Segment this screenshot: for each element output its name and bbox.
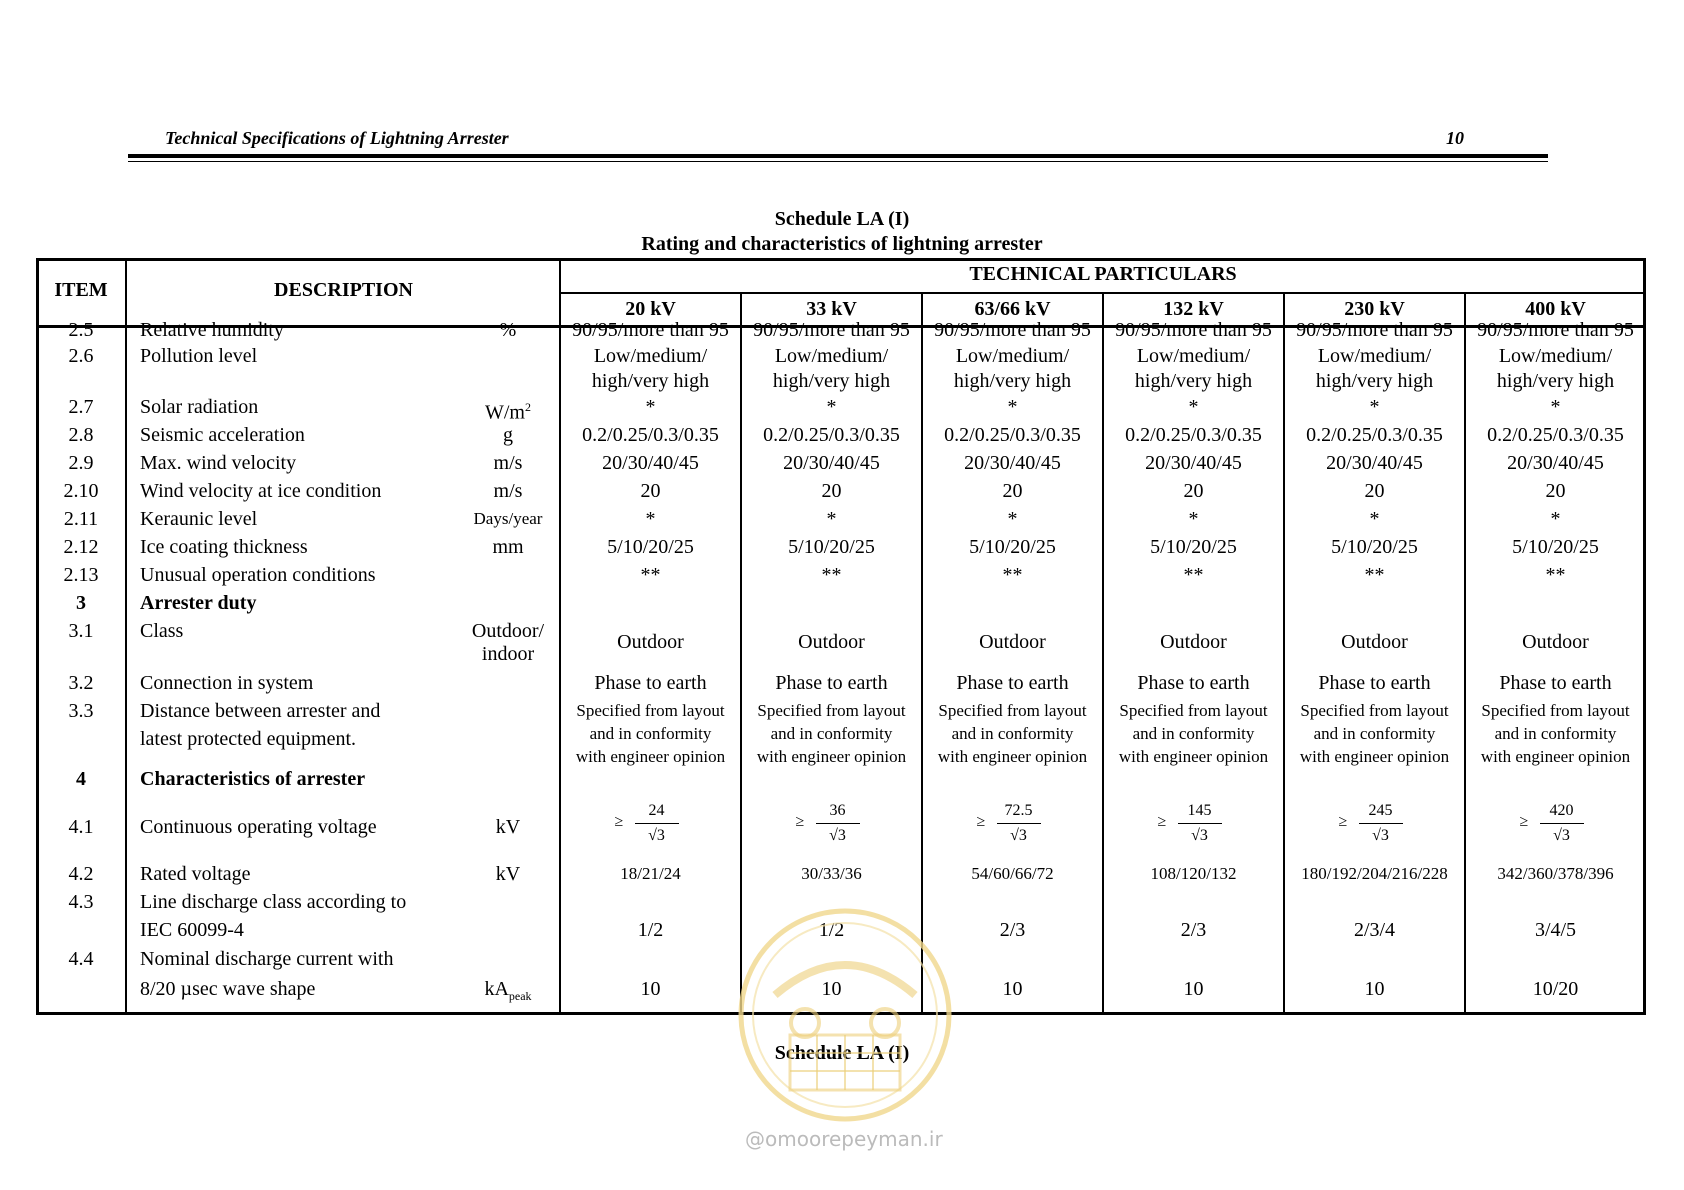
item-description: Unusual operation conditions xyxy=(140,564,376,586)
item-number: 3.2 xyxy=(68,672,94,694)
fraction-bar xyxy=(1359,823,1403,824)
ge-symbol: ≥ xyxy=(795,813,805,830)
unit-label: kV xyxy=(495,816,521,838)
value-cell: with engineer opinion xyxy=(1118,747,1269,766)
fraction-bar xyxy=(1540,823,1584,824)
value-cell: Outdoor xyxy=(979,631,1046,653)
value-cell: 2/3/4 xyxy=(1353,919,1396,941)
value-cell: ** xyxy=(1364,564,1385,586)
item-description: Characteristics of arrester xyxy=(140,768,366,790)
voltage-column-header: 33 kV xyxy=(806,298,857,320)
value-cell: 342/360/378/396 xyxy=(1497,864,1614,883)
item-number: 2.5 xyxy=(68,319,94,341)
fraction-denominator: √3 xyxy=(1191,827,1208,844)
unit-label: Outdoor/ xyxy=(471,620,545,642)
value-cell: 5/10/20/25 xyxy=(788,536,875,558)
unit-label: m/s xyxy=(493,452,523,474)
value-cell: Outdoor xyxy=(798,631,865,653)
value-cell: 5/10/20/25 xyxy=(607,536,694,558)
value-cell: 3/4/5 xyxy=(1534,919,1577,941)
value-cell: 10 xyxy=(640,978,661,1000)
item-number: 4.4 xyxy=(68,948,94,970)
fraction-value xyxy=(1338,801,1403,846)
header-rule-thick xyxy=(128,154,1548,158)
value-cell: 54/60/66/72 xyxy=(971,864,1054,883)
value-cell: high/very high xyxy=(591,370,710,392)
value-cell: 2/3 xyxy=(999,919,1026,941)
value-cell: 2/3 xyxy=(1180,919,1207,941)
value-cell: Specified from layout xyxy=(1481,701,1630,720)
voltage-column-header: 20 kV xyxy=(625,298,676,320)
unit-label: g xyxy=(503,424,513,446)
value-cell: * xyxy=(1550,508,1561,530)
value-cell: 10/20 xyxy=(1532,978,1579,1000)
fraction-bar xyxy=(997,823,1041,824)
description-header: DESCRIPTION xyxy=(274,279,413,301)
value-cell: 20 xyxy=(1002,480,1023,502)
document-header-title: Technical Specifications of Lightning Arrester xyxy=(165,128,509,148)
value-cell: 5/10/20/25 xyxy=(1512,536,1599,558)
item-number: 2.8 xyxy=(68,424,94,446)
fraction-value xyxy=(795,801,860,846)
unit-label: Days/year xyxy=(473,509,543,528)
value-cell: high/very high xyxy=(1134,370,1253,392)
item-description: Solar radiation xyxy=(140,396,259,418)
header-rule-thin xyxy=(128,161,1548,162)
item-description: Seismic acceleration xyxy=(140,424,305,446)
item-description: Ice coating thickness xyxy=(140,536,308,558)
header-divider xyxy=(560,292,1646,294)
footer-schedule-label: Schedule LA (I) xyxy=(774,1042,910,1064)
value-cell: 90/95/more than 95 xyxy=(753,319,910,341)
watermark-url: @omoorepeyman.ir xyxy=(745,1127,943,1151)
watermark-seal-icon xyxy=(735,905,955,1125)
item-description: latest protected equipment. xyxy=(140,728,357,750)
item-description: Continuous operating voltage xyxy=(140,816,377,838)
unit-label: m/s xyxy=(493,480,523,502)
fraction-numerator: 72.5 xyxy=(1004,802,1033,819)
value-cell: 0.2/0.25/0.3/0.35 xyxy=(1487,424,1624,446)
value-cell: 10 xyxy=(1364,978,1385,1000)
value-cell: and in conformity xyxy=(589,724,712,743)
value-cell: Phase to earth xyxy=(775,672,888,694)
value-cell: 1/2 xyxy=(637,919,664,941)
unit-label: % xyxy=(499,319,517,341)
item-number: 2.12 xyxy=(63,536,99,558)
value-cell: * xyxy=(1188,396,1199,418)
value-cell: with engineer opinion xyxy=(1480,747,1631,766)
value-cell: 10 xyxy=(1002,978,1023,1000)
ge-symbol: ≥ xyxy=(1519,813,1529,830)
value-cell: with engineer opinion xyxy=(575,747,726,766)
value-cell: 180/192/204/216/228 xyxy=(1301,864,1448,883)
fraction-numerator: 145 xyxy=(1187,802,1212,819)
unit-label: $W/m^2$ xyxy=(485,400,531,424)
ge-symbol: ≥ xyxy=(614,813,624,830)
value-cell: Outdoor xyxy=(617,631,684,653)
value-cell: 20 xyxy=(1364,480,1385,502)
value-cell: 20/30/40/45 xyxy=(602,452,699,474)
fraction-numerator: 24 xyxy=(648,802,665,819)
fraction-denominator: √3 xyxy=(829,827,846,844)
value-cell: 20 xyxy=(1545,480,1566,502)
value-cell: Low/medium/ xyxy=(1498,345,1613,367)
page-number: 10 xyxy=(1446,128,1464,148)
item-description: Distance between arrester and xyxy=(140,700,381,722)
value-cell: high/very high xyxy=(1315,370,1434,392)
value-cell: 0.2/0.25/0.3/0.35 xyxy=(582,424,719,446)
item-number: 2.7 xyxy=(68,396,94,418)
value-cell: 5/10/20/25 xyxy=(1331,536,1418,558)
value-cell: and in conformity xyxy=(1494,724,1617,743)
value-cell: Outdoor xyxy=(1522,631,1589,653)
value-cell: 20 xyxy=(640,480,661,502)
value-cell: 18/21/24 xyxy=(620,864,681,883)
item-description: Class xyxy=(140,620,184,642)
value-cell: Phase to earth xyxy=(594,672,707,694)
value-cell: * xyxy=(1369,508,1380,530)
value-cell: with engineer opinion xyxy=(1299,747,1450,766)
fraction-bar xyxy=(816,823,860,824)
value-cell: Specified from layout xyxy=(938,701,1087,720)
fraction-value xyxy=(1519,801,1584,846)
value-cell: 90/95/more than 95 xyxy=(1296,319,1453,341)
value-cell: with engineer opinion xyxy=(756,747,907,766)
value-cell: 0.2/0.25/0.3/0.35 xyxy=(944,424,1081,446)
unit-label: $kA_{peak}$ xyxy=(484,978,532,1003)
value-cell: high/very high xyxy=(1496,370,1615,392)
item-description: Nominal discharge current with xyxy=(140,948,394,970)
voltage-column-header: 132 kV xyxy=(1163,298,1224,320)
value-cell: 30/33/36 xyxy=(801,864,862,883)
item-number: 4.2 xyxy=(68,863,94,885)
item-number: 2.6 xyxy=(68,345,94,367)
value-cell: with engineer opinion xyxy=(937,747,1088,766)
value-cell: Phase to earth xyxy=(1318,672,1431,694)
fraction-denominator: √3 xyxy=(648,827,665,844)
fraction-denominator: √3 xyxy=(1553,827,1570,844)
value-cell: Low/medium/ xyxy=(955,345,1070,367)
value-cell: Low/medium/ xyxy=(1136,345,1251,367)
value-cell: * xyxy=(1369,396,1380,418)
fraction-bar xyxy=(635,823,679,824)
item-description: Rated voltage xyxy=(140,863,251,885)
unit-label: kV xyxy=(495,863,521,885)
item-header: ITEM xyxy=(54,279,108,301)
value-cell: 0.2/0.25/0.3/0.35 xyxy=(1125,424,1262,446)
schedule-subtitle: Rating and characteristics of lightning arrester xyxy=(641,233,1043,255)
value-cell: Specified from layout xyxy=(1300,701,1449,720)
value-cell: * xyxy=(1007,396,1018,418)
item-number: 2.9 xyxy=(68,452,94,474)
item-description: Keraunic level xyxy=(140,508,258,530)
item-description: Pollution level xyxy=(140,345,258,367)
item-description: Line discharge class according to xyxy=(140,891,407,913)
item-number: 4.1 xyxy=(68,816,94,838)
fraction-numerator: 245 xyxy=(1368,802,1393,819)
item-number: 4 xyxy=(76,768,86,790)
value-cell: 90/95/more than 95 xyxy=(572,319,729,341)
value-cell: * xyxy=(1007,508,1018,530)
value-cell: ** xyxy=(821,564,842,586)
item-description: Relative humidity xyxy=(140,319,284,341)
technical-particulars-header: TECHNICAL PARTICULARS xyxy=(969,263,1237,285)
schedule-title: Schedule LA (I) xyxy=(774,208,910,230)
unit-label: indoor xyxy=(481,643,535,665)
value-cell: 20/30/40/45 xyxy=(783,452,880,474)
value-cell: 10 xyxy=(1183,978,1204,1000)
value-cell: 20 xyxy=(1183,480,1204,502)
value-cell: 20 xyxy=(821,480,842,502)
value-cell: 108/120/132 xyxy=(1150,864,1237,883)
fraction-bar xyxy=(1178,823,1222,824)
fraction-denominator: √3 xyxy=(1372,827,1389,844)
value-cell: * xyxy=(1188,508,1199,530)
voltage-column-header: 230 kV xyxy=(1344,298,1405,320)
value-cell: * xyxy=(826,508,837,530)
value-cell: Phase to earth xyxy=(1137,672,1250,694)
value-cell: Low/medium/ xyxy=(1317,345,1432,367)
ge-symbol: ≥ xyxy=(1338,813,1348,830)
value-cell: 1/2 xyxy=(818,919,845,941)
value-cell: 20/30/40/45 xyxy=(1145,452,1242,474)
value-cell: 90/95/more than 95 xyxy=(934,319,1091,341)
ge-symbol: ≥ xyxy=(1157,813,1167,830)
value-cell: Phase to earth xyxy=(956,672,1069,694)
voltage-column-header: 400 kV xyxy=(1525,298,1586,320)
value-cell: 20/30/40/45 xyxy=(1326,452,1423,474)
value-cell: ** xyxy=(1183,564,1204,586)
value-cell: 0.2/0.25/0.3/0.35 xyxy=(1306,424,1443,446)
item-number: 4.3 xyxy=(68,891,94,913)
unit-label: mm xyxy=(492,536,524,558)
value-cell: 90/95/more than 95 xyxy=(1115,319,1272,341)
value-cell: and in conformity xyxy=(1132,724,1255,743)
item-description: Wind velocity at ice condition xyxy=(140,480,382,502)
value-cell: Specified from layout xyxy=(576,701,725,720)
item-number: 2.13 xyxy=(63,564,99,586)
voltage-column-header: 63/66 kV xyxy=(974,298,1051,320)
value-cell: Specified from layout xyxy=(757,701,906,720)
ge-symbol: ≥ xyxy=(976,813,986,830)
value-cell: and in conformity xyxy=(1313,724,1436,743)
item-number: 3.3 xyxy=(68,700,94,722)
fraction-value xyxy=(976,801,1041,846)
value-cell: Outdoor xyxy=(1341,631,1408,653)
value-cell: * xyxy=(645,508,656,530)
value-cell: 20/30/40/45 xyxy=(1507,452,1604,474)
value-cell: * xyxy=(826,396,837,418)
value-cell: 20/30/40/45 xyxy=(964,452,1061,474)
value-cell: Outdoor xyxy=(1160,631,1227,653)
item-description: 8/20 µsec wave shape xyxy=(140,978,316,1000)
value-cell: high/very high xyxy=(953,370,1072,392)
item-number: 2.11 xyxy=(63,508,99,530)
value-cell: Specified from layout xyxy=(1119,701,1268,720)
item-description: Connection in system xyxy=(140,672,314,694)
item-number: 3 xyxy=(76,592,86,614)
fraction-numerator: 36 xyxy=(829,802,846,819)
item-number: 3.1 xyxy=(68,620,94,642)
value-cell: and in conformity xyxy=(770,724,893,743)
value-cell: high/very high xyxy=(772,370,891,392)
value-cell: 90/95/more than 95 xyxy=(1477,319,1634,341)
value-cell: and in conformity xyxy=(951,724,1074,743)
item-number: 2.10 xyxy=(63,480,99,502)
value-cell: 5/10/20/25 xyxy=(969,536,1056,558)
value-cell: * xyxy=(1550,396,1561,418)
fraction-denominator: √3 xyxy=(1010,827,1027,844)
value-cell: Low/medium/ xyxy=(593,345,708,367)
value-cell: 5/10/20/25 xyxy=(1150,536,1237,558)
value-cell: Low/medium/ xyxy=(774,345,889,367)
fraction-numerator: 420 xyxy=(1549,802,1574,819)
fraction-value xyxy=(614,801,679,846)
item-description: Max. wind velocity xyxy=(140,452,297,474)
item-description: IEC 60099-4 xyxy=(140,919,244,941)
value-cell: 10 xyxy=(821,978,842,1000)
item-description: Arrester duty xyxy=(140,592,257,614)
value-cell: * xyxy=(645,396,656,418)
value-cell: 0.2/0.25/0.3/0.35 xyxy=(763,424,900,446)
value-cell: ** xyxy=(640,564,661,586)
value-cell: Phase to earth xyxy=(1499,672,1612,694)
value-cell: ** xyxy=(1002,564,1023,586)
value-cell: ** xyxy=(1545,564,1566,586)
fraction-value xyxy=(1157,801,1222,846)
